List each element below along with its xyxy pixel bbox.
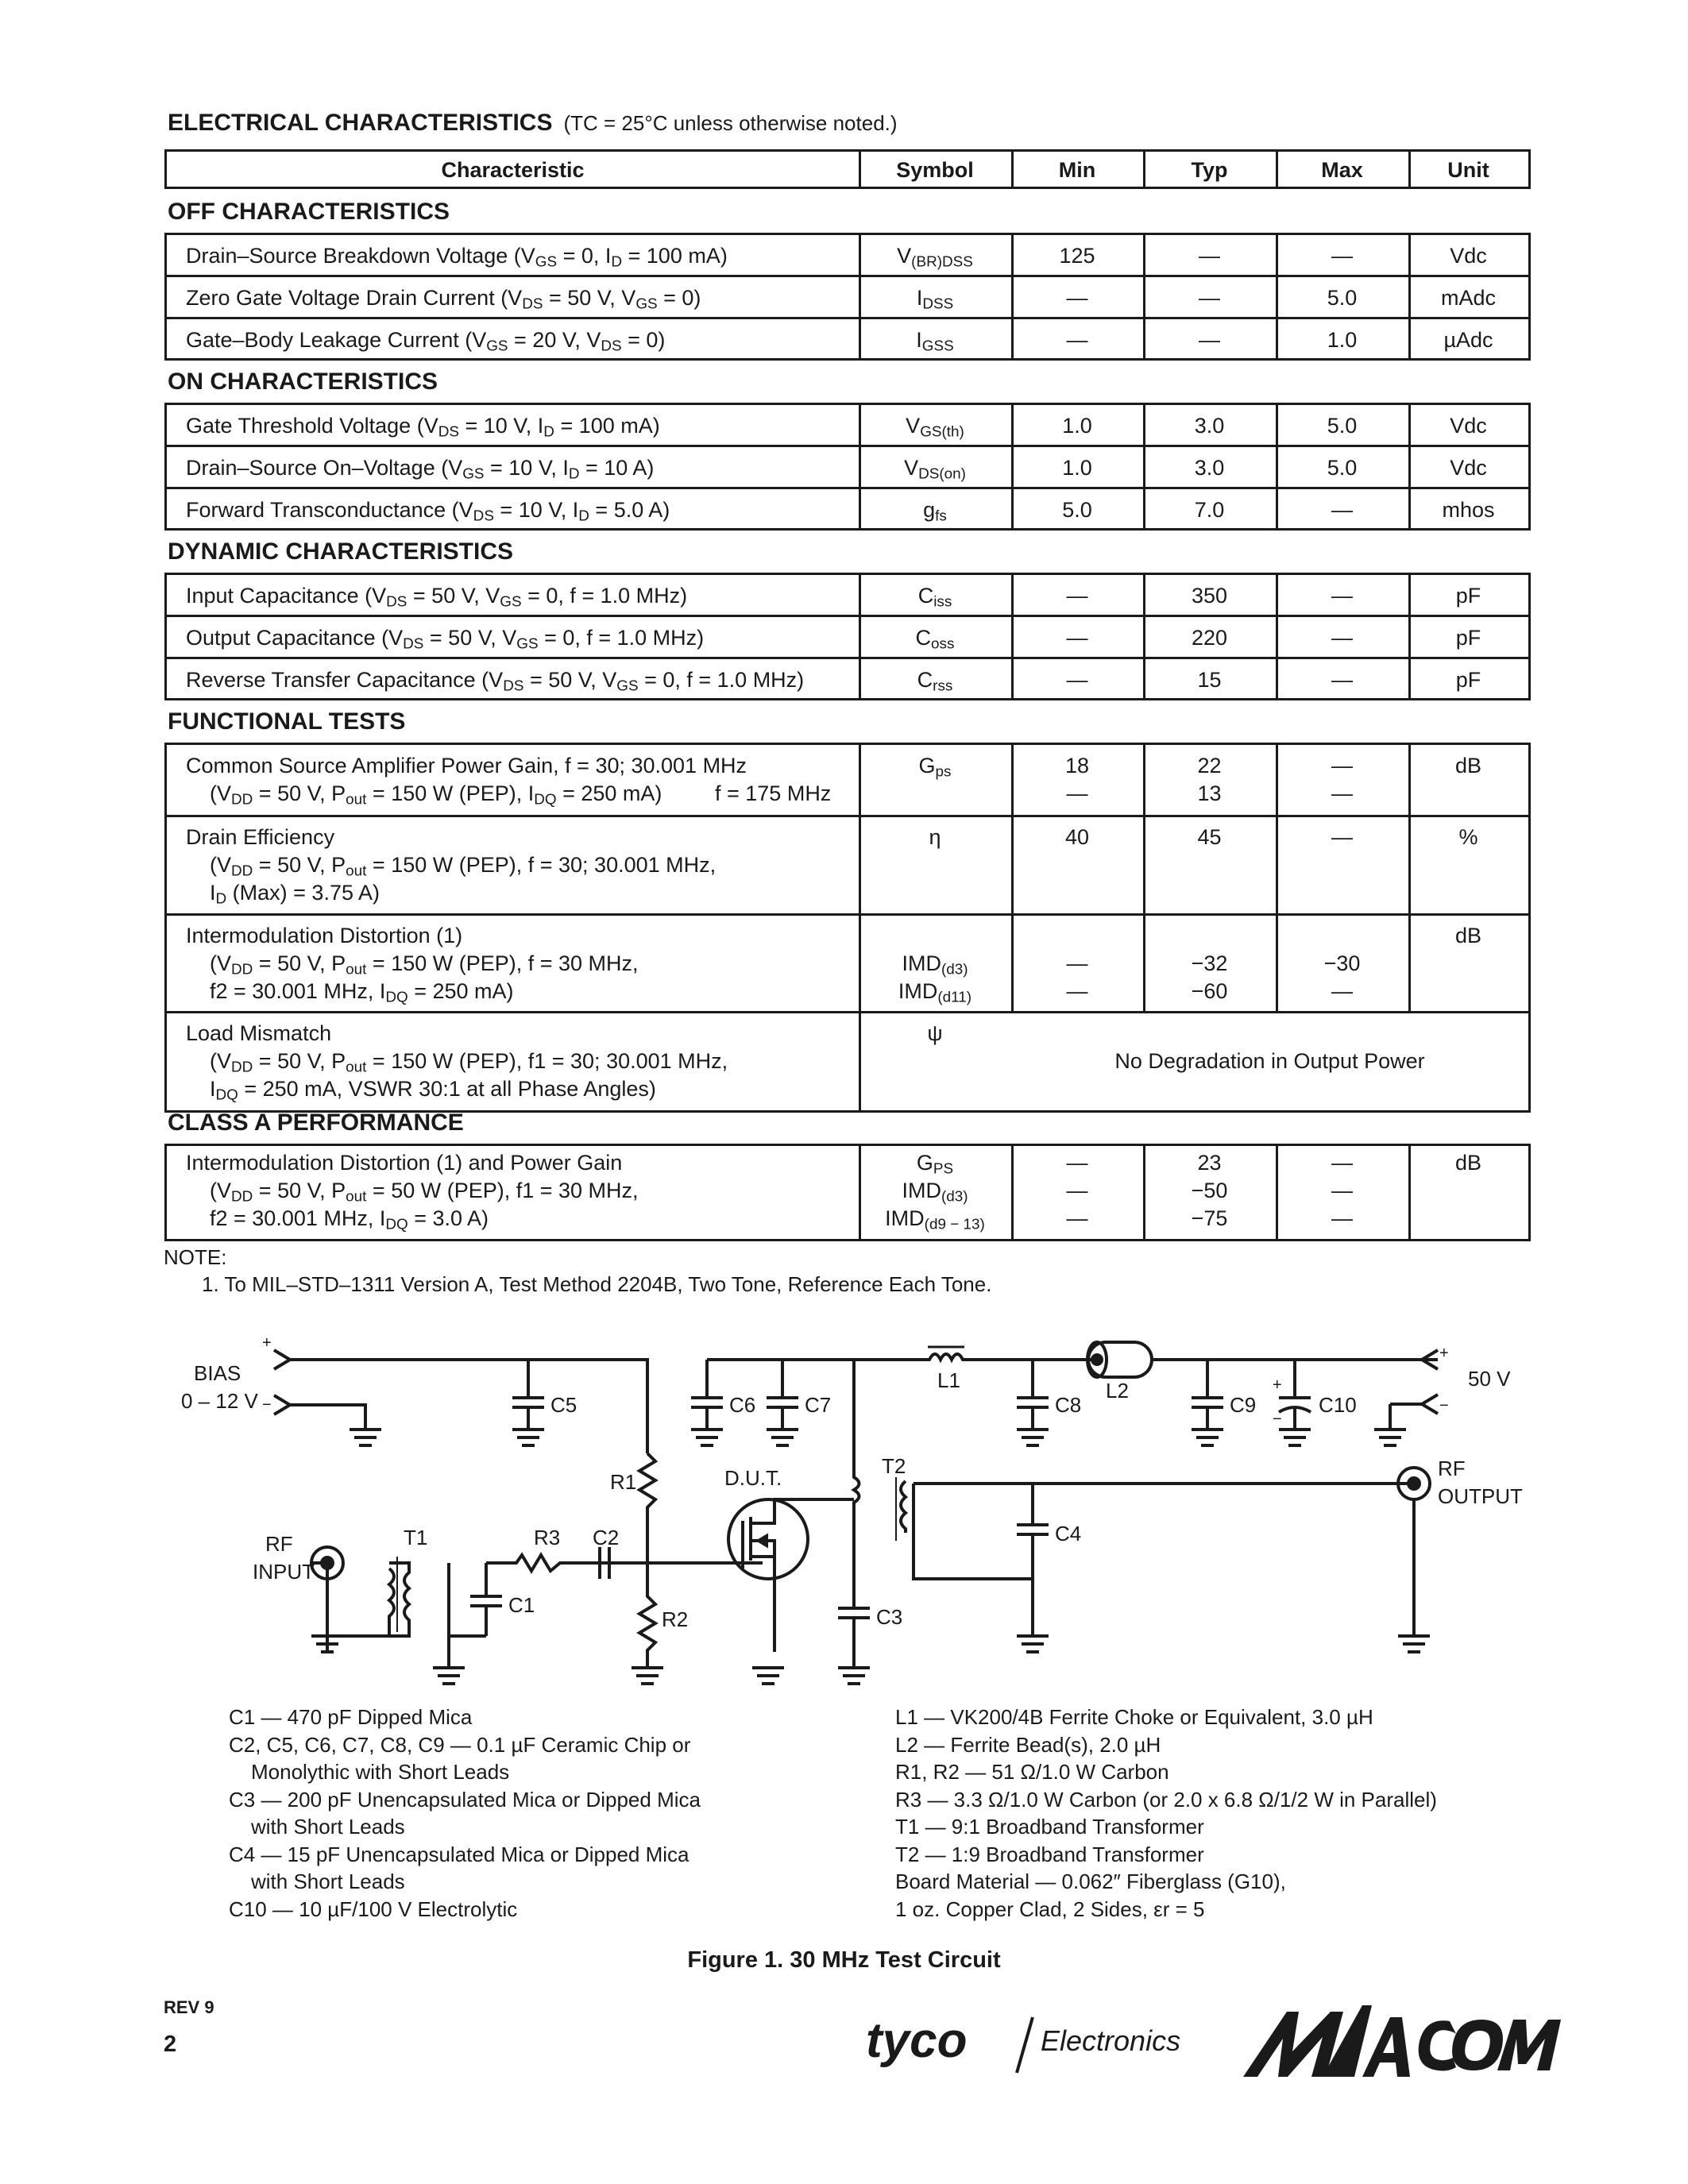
l2-label: L2: [1106, 1379, 1129, 1403]
tyco-logo-graphic: [866, 2009, 1223, 2081]
capacitor-c3: [838, 1608, 870, 1684]
table-row: Output Capacitance ($V_{DS} = 50$ V, $V_{GS} = 0$, f = 1.0 MHz) $C_{oss}$ — 220 — pF: [167, 617, 1528, 659]
list-item: R3 — 3.3 Ω/1.0 W Carbon (or 2.0 x 6.8 Ω/1/2 W in Parallel): [895, 1787, 1437, 1812]
dut-label: D.U.T.: [724, 1466, 782, 1490]
col-min: Min: [1058, 158, 1096, 182]
col-characteristic: Characteristic: [441, 158, 585, 182]
rf-input-label-2: INPUT: [253, 1560, 315, 1584]
parts-list-left: [229, 1704, 701, 1923]
table-row: Common Source Amplifier Power Gain, f = 30; 30.001 MHz ($V_{DD} = 50$ V, $P_{out} = 150$ W (PEP), $I_{DQ} = 250$ mA) f = 175 MHz $G_{ps}$ 18 — 22 13 — — dB: [167, 745, 1528, 817]
supply-terminal: [1295, 1350, 1438, 1445]
c1-label: C1: [508, 1593, 535, 1617]
list-item: Board Material — 0.062″ Fiberglass (G10),: [895, 1870, 1286, 1893]
bias-terminal: [274, 1350, 290, 1414]
supply-plus-label: +: [1439, 1345, 1449, 1362]
supply-voltage-label: 50 V: [1468, 1367, 1511, 1391]
col-symbol: Symbol: [896, 158, 974, 182]
t2-label: T2: [882, 1454, 906, 1478]
inductor-l1: [854, 1347, 1033, 1360]
capacitor-c6: [691, 1398, 723, 1445]
bias-minus-label: −: [262, 1396, 272, 1414]
list-item: L2 — Ferrite Bead(s), 2.0 µH: [895, 1732, 1161, 1757]
c2-label: C2: [593, 1526, 620, 1549]
capacitor-c7: [767, 1360, 798, 1445]
c10-plus-label: +: [1273, 1376, 1282, 1394]
c6-label: C6: [729, 1393, 756, 1417]
capacitor-c8: [1017, 1360, 1049, 1445]
section-on-label: ON CHARACTERISTICS: [168, 369, 438, 395]
parts-list-right: [895, 1704, 1437, 1923]
drain-choke: [854, 1360, 859, 1608]
ferrite-bead-l2: [1033, 1342, 1207, 1377]
macom-logo-graphic: [1243, 1997, 1561, 2085]
heading-title: ELECTRICAL CHARACTERISTICS: [168, 110, 553, 136]
capacitor-c2: [568, 1547, 647, 1579]
list-item: L1 — VK200/4B Ferrite Choke or Equivalent, 3.0 µH: [895, 1705, 1373, 1729]
ground-symbol: [350, 1430, 381, 1445]
list-item: with Short Leads: [251, 1815, 405, 1839]
list-item: C1 — 470 pF Dipped Mica: [229, 1705, 473, 1729]
capacitor-c5: [512, 1360, 544, 1445]
col-typ: Typ: [1191, 158, 1228, 182]
c8-label: C8: [1055, 1393, 1082, 1417]
list-item: C2, C5, C6, C7, C8, C9 — 0.1 µF Ceramic Chip or: [229, 1732, 691, 1757]
capacitor-c1: [470, 1563, 502, 1636]
macom-logo-mark: [1243, 2005, 1561, 2077]
list-item: R1, R2 — 51 Ω/1.0 W Carbon: [895, 1760, 1169, 1784]
list-item: Monolythic with Short Leads: [251, 1760, 510, 1784]
table-row: Reverse Transfer Capacitance ($V_{DS} = 50$ V, $V_{GS} = 0$, f = 1.0 MHz) $C_{rss}$ — 15 — pF: [186, 668, 1481, 695]
col-unit: Unit: [1447, 158, 1489, 182]
list-item: 1 oz. Copper Clad, 2 Sides, εr = 5: [895, 1897, 1205, 1921]
c9-label: C9: [1230, 1393, 1257, 1417]
transformer-t2: [896, 1477, 1414, 1652]
bias-plus-label: +: [262, 1334, 272, 1352]
revision-label: REV 9: [164, 1997, 214, 2017]
table-row: Drain–Source Breakdown Voltage ($V_{GS} = 0$, $I_D = 100$ mA) $V_{(BR)DSS}$ 125 — — Vdc: [167, 235, 1528, 277]
note-item: 1. To MIL–STD–1311 Version A, Test Method 2204B, Two Tone, Reference Each Tone.: [202, 1272, 992, 1296]
rf-input-label-1: RF: [265, 1532, 293, 1556]
t1-label: T1: [404, 1526, 428, 1549]
table-row: Drain–Source On–Voltage ($V_{GS} = 10$ V, $I_D = 10$ A) $V_{DS(on)}$ 1.0 3.0 5.0 Vdc: [167, 447, 1528, 489]
c10-label: C10: [1319, 1393, 1357, 1417]
c10-minus-label: −: [1273, 1410, 1282, 1428]
page-number: 2: [164, 2032, 177, 2057]
rf-output-label-1: RF: [1438, 1457, 1466, 1480]
c4-label: C4: [1055, 1522, 1082, 1545]
section-dynamic-label: DYNAMIC CHARACTERISTICS: [168, 538, 513, 565]
c7-label: C7: [805, 1393, 832, 1417]
resistor-r2: [632, 1563, 663, 1684]
c3-label: C3: [876, 1605, 903, 1629]
list-item: T2 — 1:9 Broadband Transformer: [895, 1842, 1204, 1866]
table-row: Drain Efficiency ($V_{DD} = 50$ V, $P_{out} = 150$ W (PEP), f = 30; 30.001 MHz, $I_D$ (Max) = 3.75 A) η 40 45 — %: [167, 817, 1528, 916]
list-item: with Short Leads: [251, 1870, 405, 1893]
r1-label: R1: [610, 1470, 637, 1494]
table-row: Forward Transconductance ($V_{DS} = 10$ V, $I_D = 5.0$ A) $g_{fs}$ 5.0 7.0 — mhos: [186, 498, 1495, 525]
table-row: Load Mismatch ($V_{DD} = 50$ V, $P_{out} = 150$ W (PEP), f1 = 30; 30.001 MHz, $I_{DQ} = 250$ mA, VSWR 30:1 at all Phase Angles) ψ No Degradation in Output Power: [186, 1021, 1425, 1104]
table-row: Gate Threshold Voltage ($V_{DS} = 10$ V, $I_D = 100$ mA) $V_{GS(th)}$ 1.0 3.0 5.0 Vdc: [167, 405, 1528, 447]
section-class-a-label: CLASS A PERFORMANCE: [168, 1109, 464, 1136]
bias-label: BIAS: [194, 1361, 241, 1385]
rf-output-connector: [1398, 1468, 1430, 1652]
l1-label: L1: [937, 1368, 960, 1392]
resistor-r1: [639, 1453, 655, 1563]
list-item: C4 — 15 pF Unencapsulated Mica or Dipped Mica: [229, 1842, 689, 1866]
electronics-wordmark: Electronics: [1041, 2024, 1181, 2057]
section-off-label: OFF CHARACTERISTICS: [168, 199, 450, 225]
table-row: Gate–Body Leakage Current ($V_{GS} = 20$ V, $V_{DS} = 0$) $I_{GSS}$ — — 1.0 µAdc: [186, 328, 1493, 355]
table-row: Zero Gate Voltage Drain Current ($V_{DS} = 50$ V, $V_{GS} = 0$) $I_{DSS}$ — — 5.0 mAdc: [167, 277, 1528, 319]
resistor-r3: [486, 1555, 568, 1571]
heading-condition: (TC = 25°C unless otherwise noted.): [563, 111, 898, 135]
list-item: T1 — 9:1 Broadband Transformer: [895, 1815, 1204, 1839]
tyco-electronics-logo: [866, 2009, 1223, 2081]
dut-mosfet: [723, 1499, 854, 1684]
note-label: NOTE:: [164, 1245, 227, 1269]
supply-minus-label: −: [1439, 1397, 1449, 1414]
macom-logo: [1243, 1997, 1561, 2085]
table-row: Intermodulation Distortion (1) and Power Gain ($V_{DD} = 50$ V, $P_{out} = 50$ W (PEP), f1 = 30 MHz, f2 = 30.001 MHz, $I_{DQ} = 3.0$ A) $G_{PS}$ $IMD_{(d3)}$ $IMD_{(d9 - 13)}$ — — — 23 −50 −75 — — — dB: [186, 1151, 1482, 1233]
tyco-wordmark: tyco: [866, 2013, 968, 2068]
list-item: C3 — 200 pF Unencapsulated Mica or Dipped Mica: [229, 1787, 701, 1812]
capacitor-c10: [1279, 1360, 1311, 1445]
rf-output-label-2: OUTPUT: [1438, 1484, 1523, 1508]
table-row: Intermodulation Distortion (1) ($V_{DD} = 50$ V, $P_{out} = 150$ W (PEP), f = 30 MHz, f2 = 30.001 MHz, $I_{DQ} = 250$ mA) $IMD_{(d3)}$ $IMD_{(d11)}$ — — −32 −60 −30 — dB: [167, 916, 1528, 1013]
figure-caption: Figure 1. 30 MHz Test Circuit: [687, 1947, 1001, 1973]
col-max: Max: [1321, 158, 1363, 182]
section-functional-label: FUNCTIONAL TESTS: [168, 708, 406, 735]
macom-wordmark: M/A-COM: [1402, 2082, 1409, 2084]
bias-range-label: 0 – 12 V: [181, 1389, 258, 1413]
r3-label: R3: [534, 1526, 561, 1549]
table-row: Input Capacitance ($V_{DS} = 50$ V, $V_{GS} = 0$, f = 1.0 MHz) $C_{iss}$ — 350 — pF: [167, 575, 1528, 617]
list-item: C10 — 10 µF/100 V Electrolytic: [229, 1897, 518, 1921]
c5-label: C5: [550, 1393, 577, 1417]
r2-label: R2: [662, 1607, 689, 1631]
